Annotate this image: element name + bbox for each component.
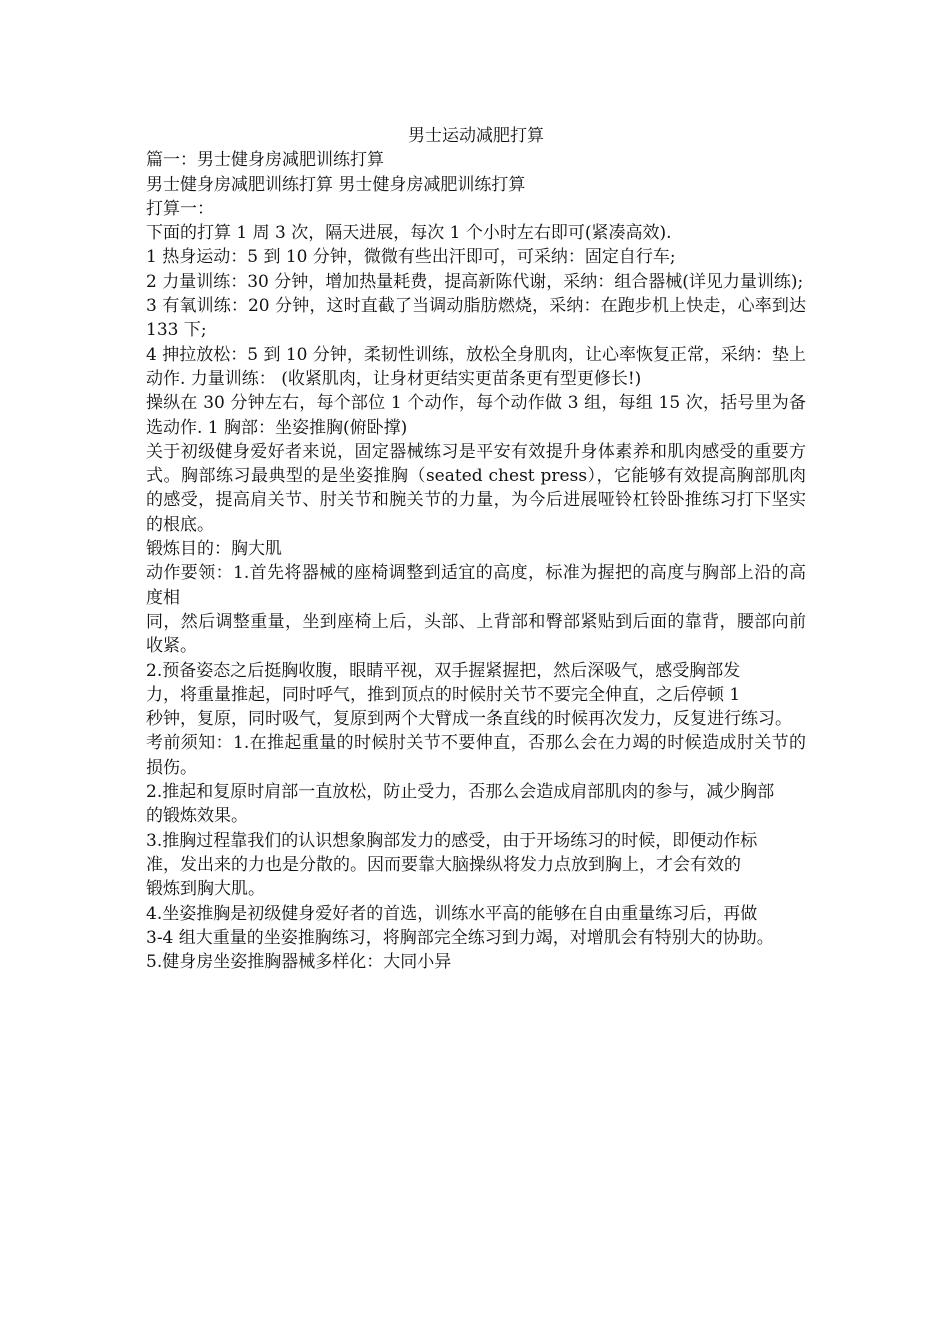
paragraph-line: 4 抻拉放松：5 到 10 分钟，柔韧性训练，放松全身肌肉，让心率恢复正常，采纳：垫上动作. 力量训练： (收紧肌肉，让身材更结实更苗条更有型更修长!)	[146, 344, 806, 389]
paragraph-line: 4.坐姿推胸是初级健身爱好者的首选，训练水平高的能够在自由重量练习后，再做	[146, 903, 758, 924]
paragraph-line: 关于初级健身爱好者来说，固定器械练习是平安有效提升身体素养和肌肉感受的重要方式。胸部练习最典型的是坐姿推胸（seated chest press），它能够有效提高胸部肌肉的感受，提高肩关节、肘关节和腕关节的力量，为今后进展哑铃杠铃卧推练习打下坚实的根底。	[146, 441, 806, 535]
paragraph-line: 1 热身运动：5 到 10 分钟，微微有些出汗即可，可采纳：固定自行车;	[146, 247, 676, 268]
paragraph-line: 2.预备姿态之后挺胸收腹，眼睛平视，双手握紧握把，然后深吸气，感受胸部发	[146, 660, 741, 681]
paragraph-line: 5.健身房坐姿推胸器械多样化：大同小异	[146, 952, 452, 973]
document-title: 男士运动减肥打算	[408, 126, 544, 146]
paragraph-line: 3.推胸过程靠我们的认识想象胸部发力的感受，由于开场练习的时候，即便动作标	[146, 830, 758, 851]
paragraph-line: 锻炼到胸大肌。	[146, 879, 265, 900]
paragraph-line: 锻炼目的：胸大肌	[146, 539, 282, 560]
paragraph-line: 篇一：男士健身房减肥训练打算	[146, 150, 384, 171]
paragraph-line: 3-4 组大重量的坐姿推胸练习，将胸部完全练习到力竭，对增肌会有特别大的协助。	[146, 927, 774, 948]
paragraph-line: 男士健身房减肥训练打算 男士健身房减肥训练打算	[146, 174, 526, 195]
paragraph-line: 2 力量训练：30 分钟，增加热量耗费，提高新陈代谢，采纳：组合器械(详见力量训练);	[146, 271, 804, 292]
paragraph-line: 操纵在 30 分钟左右，每个部位 1 个动作，每个动作做 3 组，每组 15 次，括号里为备选动作. 1 胸部：坐姿推胸(俯卧撑)	[146, 393, 806, 438]
paragraph-line: 2.推起和复原时肩部一直放松，防止受力，否那么会造成肩部肌肉的参与，减少胸部	[146, 782, 775, 803]
paragraph-line: 打算一：	[146, 198, 214, 219]
document-body	[146, 148, 806, 974]
paragraph-line: 的锻炼效果。	[146, 806, 248, 827]
paragraph-line: 3 有氧训练：20 分钟，这时直截了当调动脂肪燃烧，采纳：在跑步机上快走，心率到达 133 下;	[146, 296, 806, 341]
paragraph-line: 同，然后调整重量，坐到座椅上后，头部、上背部和臀部紧贴到后面的靠背，腰部向前收紧。	[146, 611, 806, 657]
paragraph-line: 下面的打算 1 周 3 次，隔天进展，每次 1 个小时左右即可(紧凑高效).	[146, 223, 672, 244]
paragraph-line: 动作要领：1.首先将器械的座椅调整到适宜的高度，标准为握把的高度与胸部上沿的高度相	[146, 563, 806, 608]
paragraph-line: 准，发出来的力也是分散的。因而要靠大脑操纵将发力点放到胸上，才会有效的	[146, 854, 741, 875]
document-page	[146, 124, 806, 974]
paragraph-line: 秒钟，复原，同时吸气，复原到两个大臂成一条直线的时候再次发力，反复进行练习。	[146, 709, 792, 730]
paragraph-line: 力，将重量推起，同时呼气，推到顶点的时候肘关节不要完全伸直，之后停顿 1	[146, 684, 741, 705]
paragraph-line: 考前须知：1.在推起重量的时候肘关节不要伸直，否那么会在力竭的时候造成肘关节的损伤。	[146, 733, 806, 778]
